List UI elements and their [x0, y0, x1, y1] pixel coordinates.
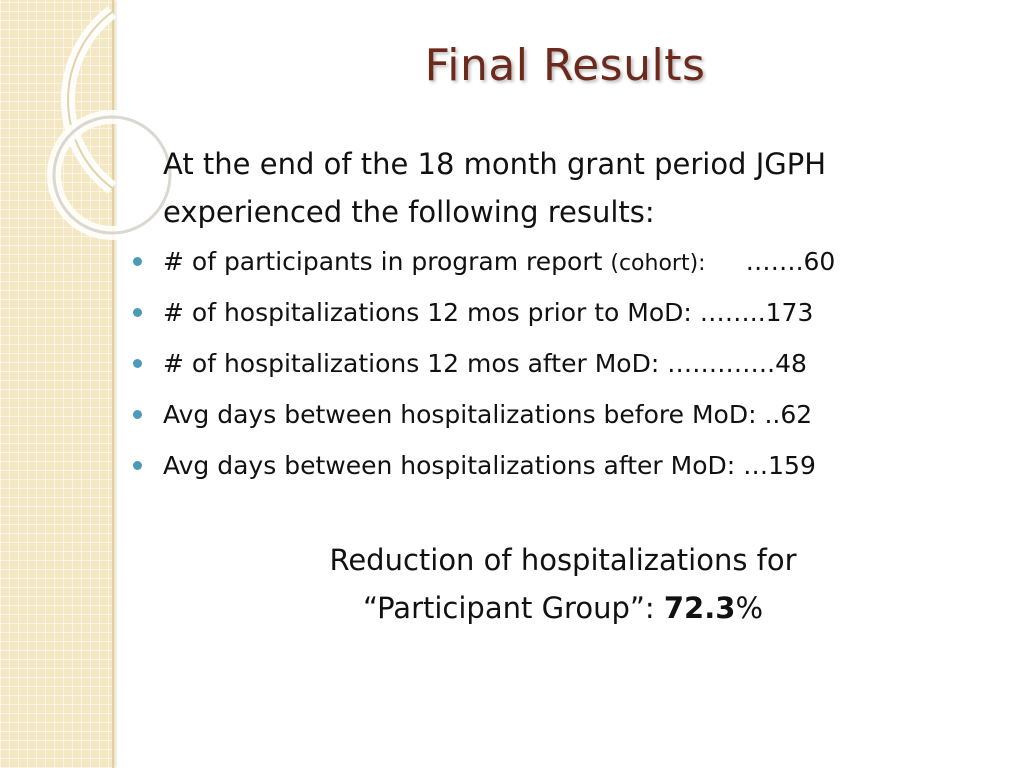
list-item-text: Avg days between hospitalizations after MoD: …159	[163, 451, 816, 480]
list-item-text: Avg days between hospitalizations before MoD: ..62	[163, 400, 813, 429]
list-item-text: # of hospitalizations 12 mos prior to MoD: ……..173	[163, 298, 814, 327]
intro-paragraph	[163, 140, 963, 236]
reduction-percentage: 72.3	[663, 591, 736, 625]
percent-sign: %	[735, 591, 763, 625]
conclusion-statement	[213, 536, 913, 632]
intro-line: At the end of the 18 month grant period JGPH	[163, 147, 827, 181]
bullet-icon	[133, 308, 142, 317]
conclusion-line: Reduction of hospitalizations for	[329, 543, 797, 577]
conclusion-label: “Participant Group”:	[362, 591, 664, 625]
list-item	[132, 393, 992, 444]
list-item	[132, 342, 992, 393]
conclusion-line	[213, 584, 913, 632]
bullet-icon	[133, 410, 142, 419]
bullet-icon	[133, 461, 142, 470]
intro-line: experienced the following results:	[163, 195, 655, 229]
list-item-text: # of hospitalizations 12 mos after MoD: ………….48	[163, 349, 807, 378]
list-item-text: # of participants in program report	[163, 247, 611, 276]
slide-title: Final Results	[424, 40, 706, 91]
list-item	[132, 291, 992, 342]
bullet-icon	[133, 257, 142, 266]
list-item	[132, 444, 992, 495]
list-item	[132, 240, 992, 291]
list-item-note: (cohort):	[610, 251, 706, 276]
results-list	[132, 240, 992, 495]
list-item-value: …….60	[745, 247, 836, 276]
bullet-icon	[133, 359, 142, 368]
